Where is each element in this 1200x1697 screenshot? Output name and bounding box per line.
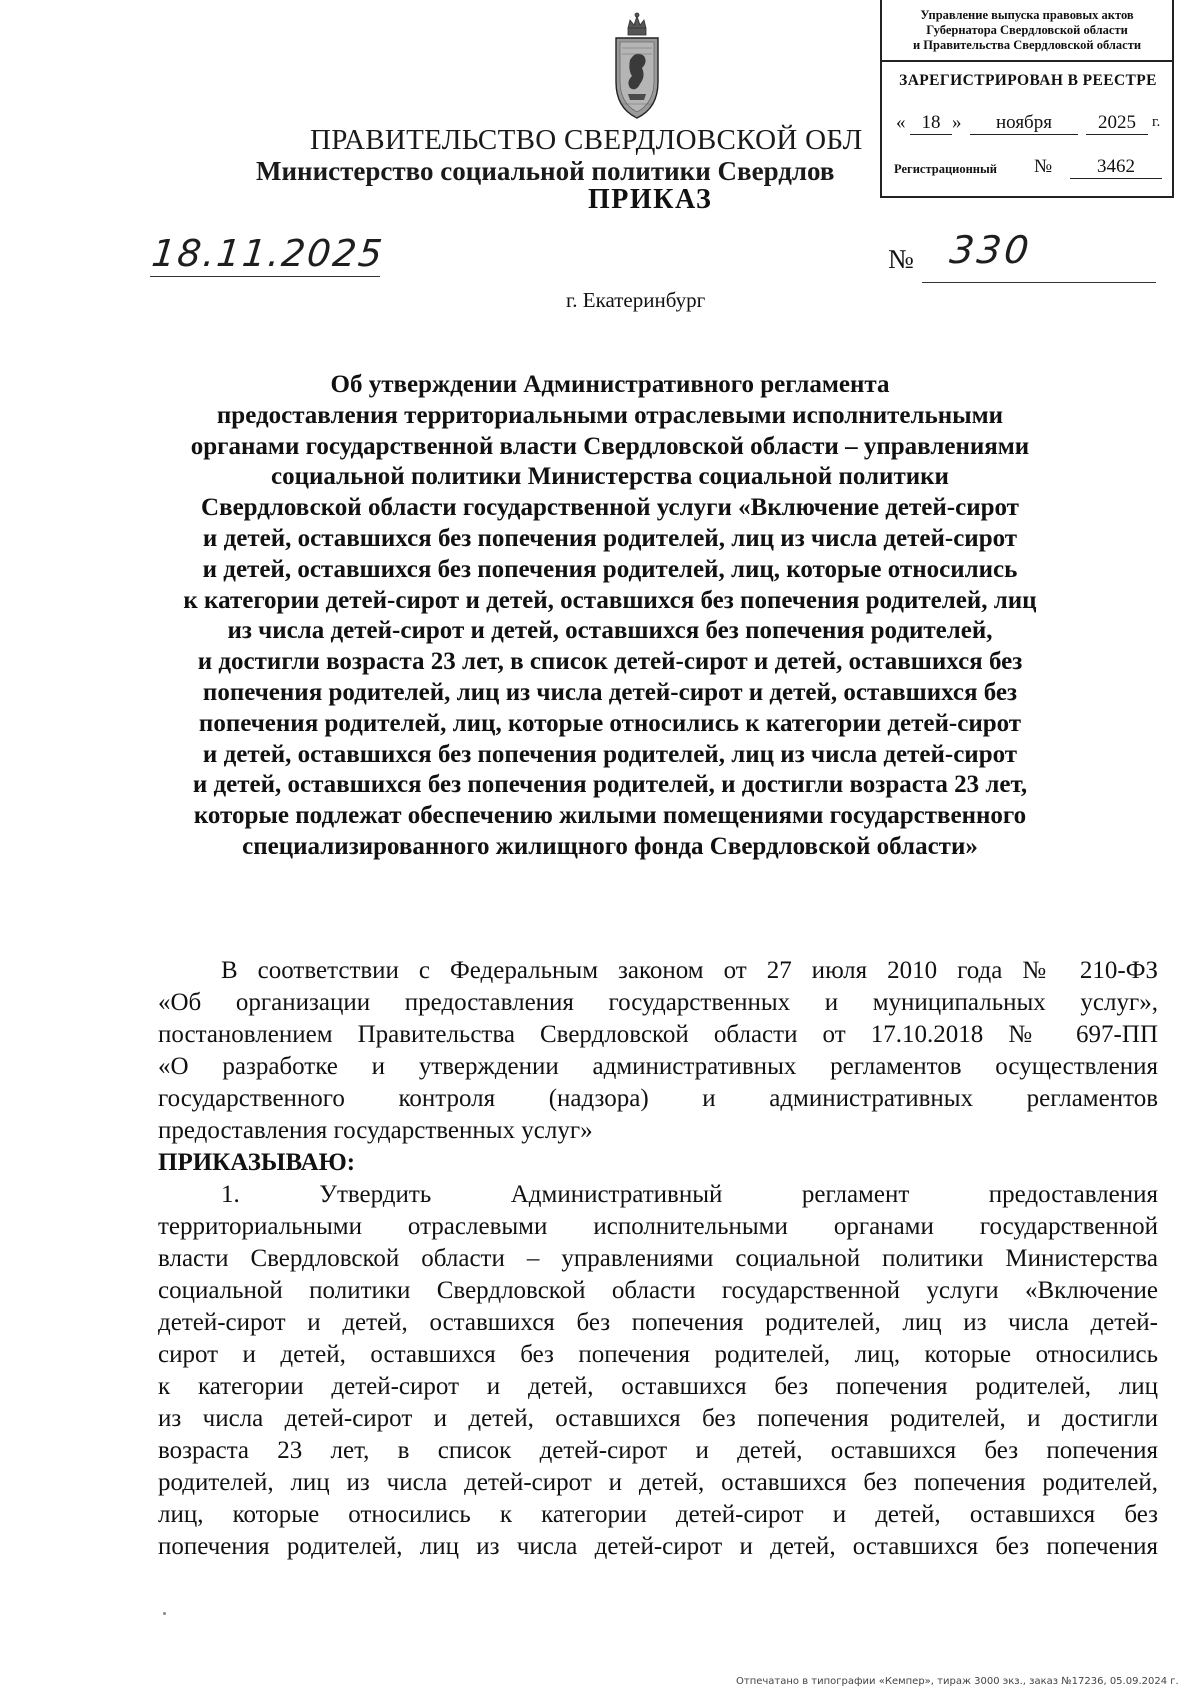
city: г. Екатеринбург [566,288,706,312]
stamp-issuer [882,8,1172,53]
title-line: к категории детей-сирот и детей, оставшихся без попечения родителей, лиц [183,586,1037,614]
title-line: и детей, оставшихся без попечения родителей, лиц из числа детей-сирот [202,740,1018,768]
preamble-line: «О разработке и утверждении административных регламентов осуществления [158,1053,1158,1080]
stamp-issuer-line: Губернатора Свердловской области [926,23,1128,37]
stamp-month: ноября [970,112,1078,135]
coat-of-arms-emblem [606,12,668,124]
title-line: и детей, оставшихся без попечения родителей, лиц, которые относились [202,555,1018,583]
print-note: Отпечатано в типографии «Кемпер», тираж 3000 экз., заказ №17236, 05.09.2024 г. [736,1676,1179,1687]
title-line: специализированного жилищного фонда Свердловской области» [242,832,978,860]
item1-line: возраста 23 лет, в список детей-сирот и детей, оставшихся без попечения [158,1437,1158,1464]
title-line: и достигли возраста 23 лет, в список детей-сирот и детей, оставшихся без [197,648,1023,676]
title-line: социальной политики Министерства социальной политики [271,463,949,491]
stamp-reg-no-sign: № [1034,156,1053,177]
stamp-regnum-row [890,156,1170,184]
order-verb: ПРИКАЗЫВАЮ: [158,1149,356,1176]
preamble-line: В соответствии с Федеральным законом от 27 июля 2010 года № 210-ФЗ [221,957,1158,984]
document-type: ПРИКАЗ [588,184,713,215]
item1-line: попечения родителей, лиц из числа детей-сирот и детей, оставшихся без попечения [158,1533,1158,1560]
item1-line: 1. Утвердить Административный регламент предоставления [221,1181,1158,1208]
item1-line: из числа детей-сирот и детей, оставшихся без попечения родителей, и достигли [158,1405,1158,1432]
preamble-line: предоставления государственных услуг» [158,1117,593,1144]
title-line: предоставления территориальными отраслевыми исполнительными [216,401,1004,429]
stamp-close-quote: » [952,112,962,133]
title-line: и детей, оставшихся без попечения родителей, лиц из числа детей-сирот [202,524,1018,552]
item1-line: территориальными отраслевыми исполнительными органами государственной [158,1213,1158,1240]
stamp-divider [882,60,1172,62]
order-number-sign: № [888,244,914,274]
item1-line: родителей, лиц из числа детей-сирот и детей, оставшихся без попечения родителей, [158,1469,1158,1496]
ministry-name: Министерство социальной политики Свердлов [256,156,835,186]
title-line: попечения родителей, лиц из числа детей-сирот и детей, оставшихся без [202,678,1018,706]
title-line: из числа детей-сирот и детей, оставшихся без попечения родителей, [227,617,993,645]
stamp-year-suffix: г. [1152,114,1161,130]
preamble-line: государственного контроля (надзора) и административных регламентов [158,1085,1158,1112]
item1-line: сирот и детей, оставшихся без попечения родителей, лиц, которые относились [158,1341,1158,1368]
registration-stamp [880,0,1174,198]
order-title [160,370,1060,863]
stamp-date-row [890,112,1170,140]
number-underline [922,282,1156,283]
item1-line: социальной политики Свердловской области государственной услуги «Включение [158,1277,1158,1304]
stamp-year: 2025 [1086,112,1148,135]
government-title: ПРАВИТЕЛЬСТВО СВЕРДЛОВСКОЙ ОБЛ [310,124,863,156]
stamp-reg-number: 3462 [1070,156,1162,179]
stamp-reg-label: Регистрационный [894,162,997,176]
stamp-issuer-line: и Правительства Свердловской области [912,38,1142,52]
stamp-registered-label: ЗАРЕГИСТРИРОВАН В РЕЕСТРЕ [899,72,1157,89]
item1-line: к категории детей-сирот и детей, оставшихся без попечения родителей, лиц [158,1373,1158,1400]
title-line: Свердловской области государственной услуги «Включение детей-сирот [201,494,1019,522]
item1-line: детей-сирот и детей, оставшихся без попечения родителей, лиц из числа детей- [158,1309,1158,1336]
stamp-issuer-line: Управление выпуска правовых актов [920,8,1134,22]
preamble-line: постановлением Правительства Свердловской области от 17.10.2018 № 697-ПП [158,1021,1158,1048]
title-line: и детей, оставшихся без попечения родителей, и достигли возраста 23 лет, [192,771,1028,799]
title-line: которые подлежат обеспечению жилыми помещениями государственного [193,802,1027,830]
stamp-open-quote: « [896,112,906,133]
handwritten-order-number: 330 [947,228,1034,272]
item1-line: лиц, которые относились к категории детей-сирот и детей, оставшихся без [158,1501,1158,1528]
stamp-day: 18 [910,112,952,135]
item1-line: власти Свердловской области – управлениями социальной политики Министерства [158,1245,1158,1272]
order-body [158,955,1158,1563]
preamble-line: «Об организации предоставления государственных и муниципальных услуг», [158,989,1158,1016]
date-underline [150,276,380,277]
title-line: органами государственной власти Свердловской области – управлениями [190,432,1030,460]
scan-speck [163,1612,166,1615]
handwritten-order-date: 18.11.2025 [149,232,387,275]
title-line: попечения родителей, лиц, которые относились к категории детей-сирот [198,709,1022,737]
title-line: Об утверждении Административного регламента [330,371,890,398]
